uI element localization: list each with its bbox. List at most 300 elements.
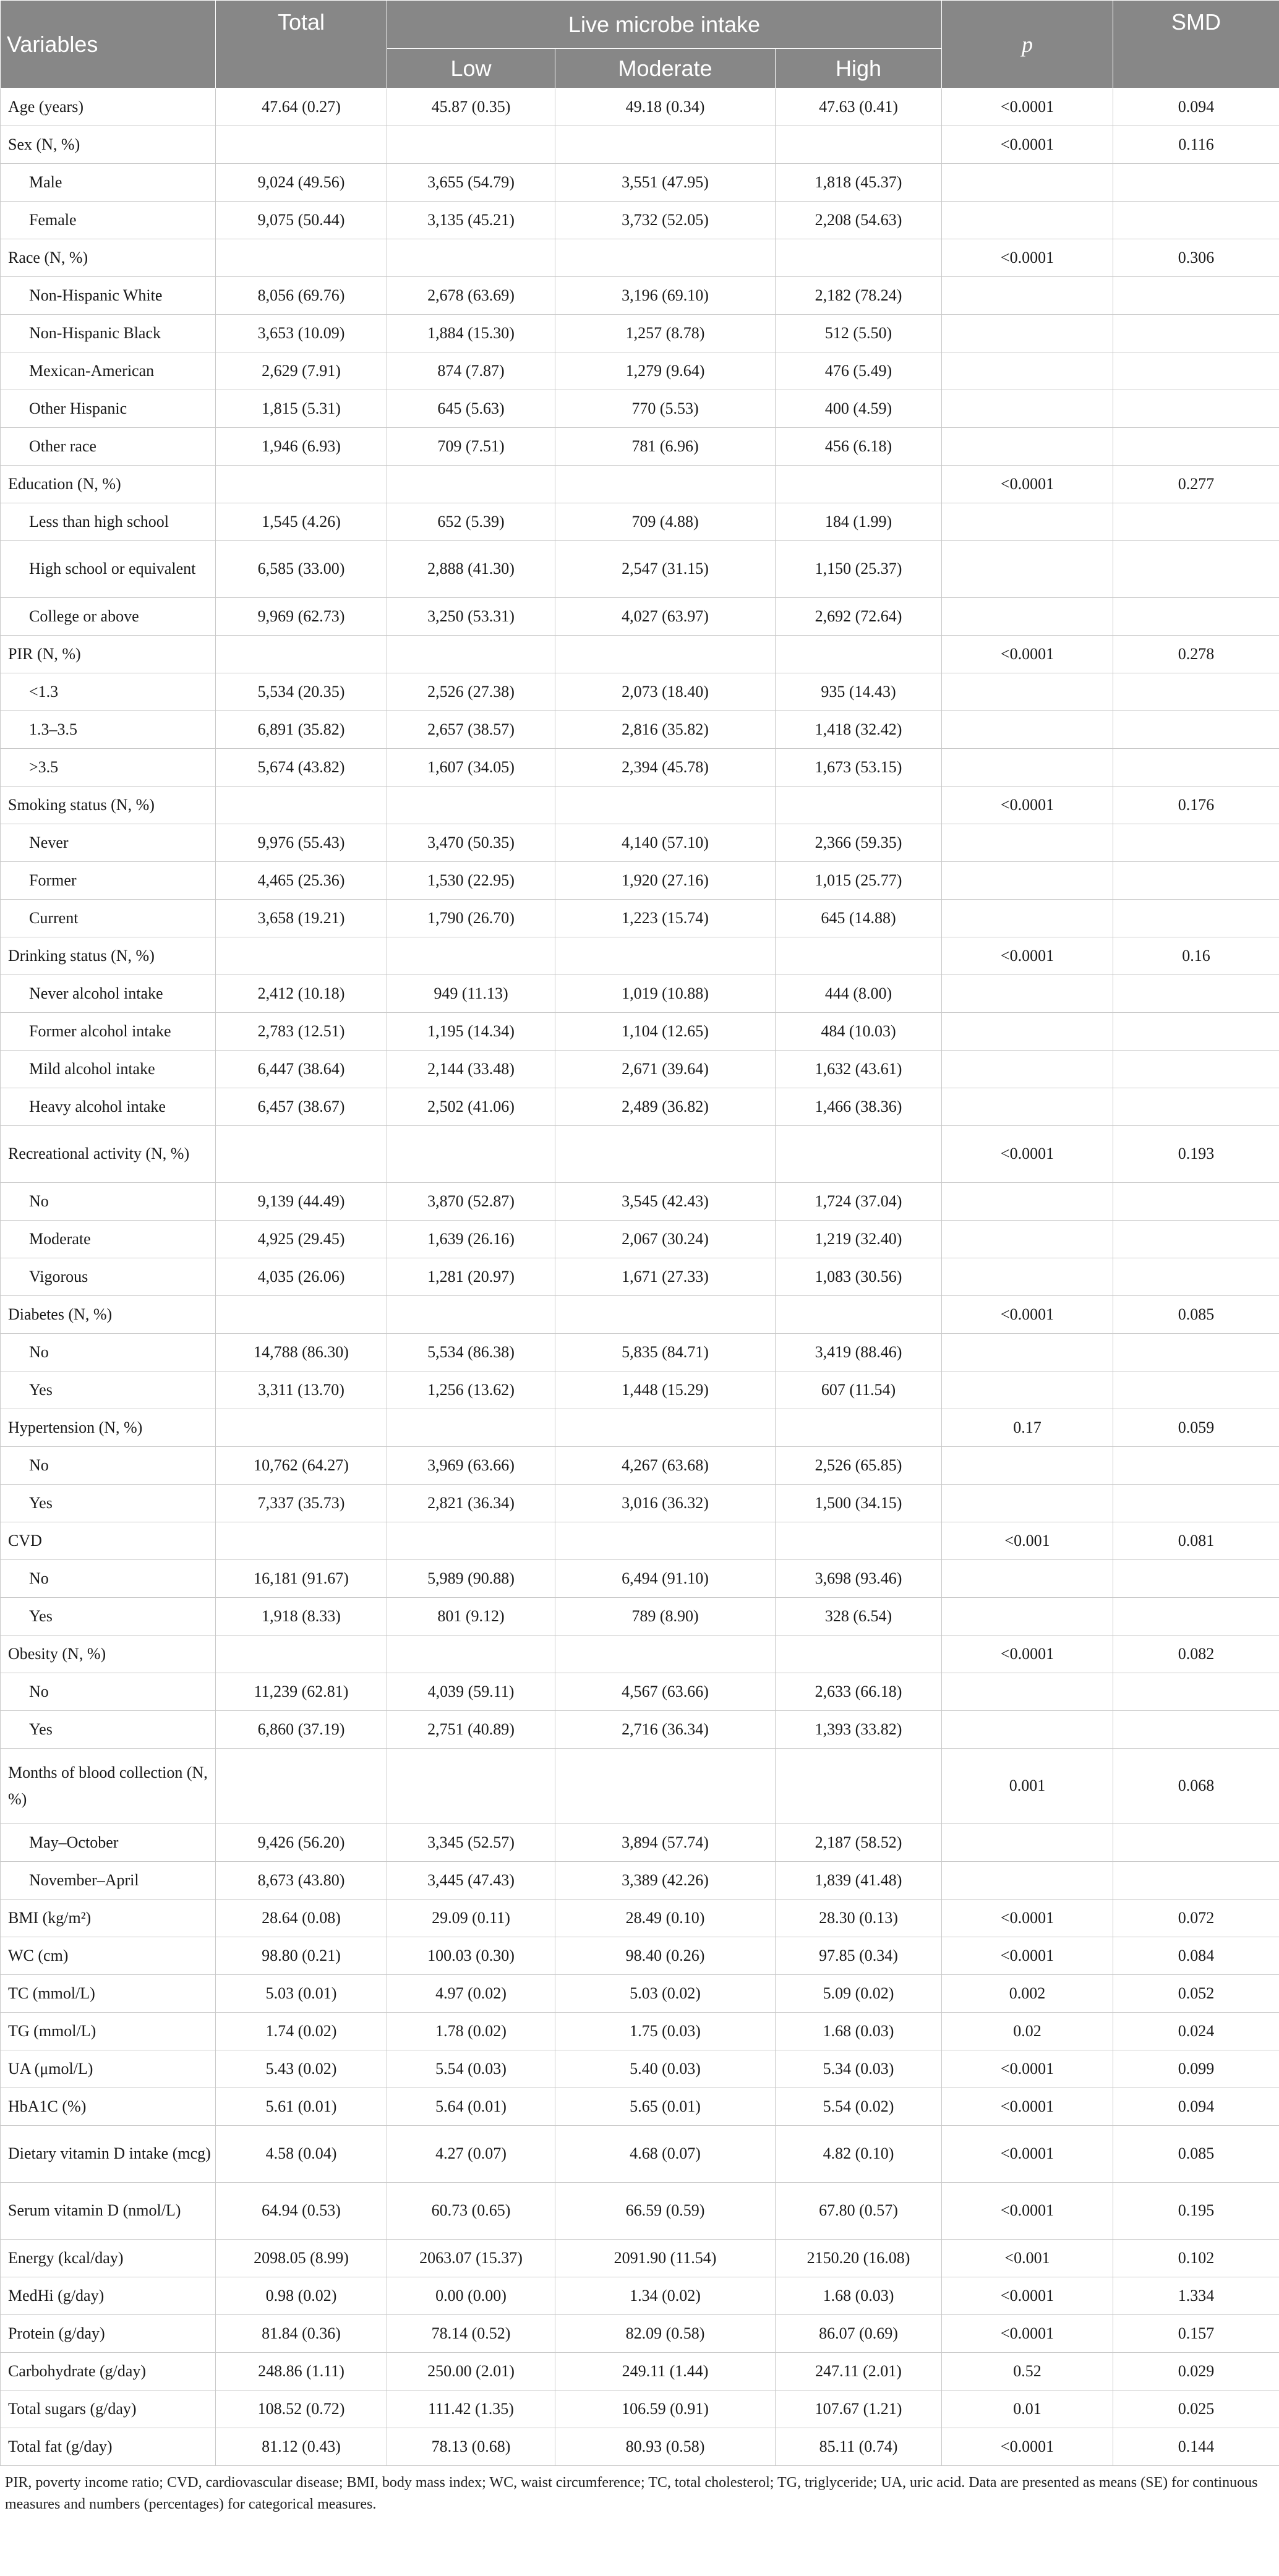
cell-smd xyxy=(1113,711,1279,749)
cell-moderate xyxy=(555,636,776,673)
cell-moderate: 3,016 (36.32) xyxy=(555,1485,776,1522)
cell-p-value xyxy=(942,598,1113,636)
row-label: Recreational activity (N, %) xyxy=(1,1126,216,1183)
cell-smd xyxy=(1113,1673,1279,1711)
cell-p-value xyxy=(942,1447,1113,1485)
cell-smd xyxy=(1113,277,1279,315)
cell-high: 1,150 (25.37) xyxy=(776,541,942,598)
cell-low: 78.13 (0.68) xyxy=(387,2428,555,2466)
cell-high: 2,692 (72.64) xyxy=(776,598,942,636)
row-label: Carbohydrate (g/day) xyxy=(1,2353,216,2390)
cell-moderate: 2,067 (30.24) xyxy=(555,1221,776,1258)
cell-low: 3,969 (63.66) xyxy=(387,1447,555,1485)
cell-p-value: <0.0001 xyxy=(942,239,1113,277)
row-label: Hypertension (N, %) xyxy=(1,1409,216,1447)
row-label: May–October xyxy=(1,1824,216,1862)
cell-low xyxy=(387,937,555,975)
cell-total: 2,783 (12.51) xyxy=(216,1013,387,1051)
cell-smd xyxy=(1113,503,1279,541)
table-row xyxy=(1,937,1279,975)
cell-smd xyxy=(1113,673,1279,711)
cell-low: 5.54 (0.03) xyxy=(387,2050,555,2088)
cell-low xyxy=(387,1296,555,1334)
row-label: November–April xyxy=(1,1862,216,1900)
cell-smd xyxy=(1113,1013,1279,1051)
cell-low: 3,445 (47.43) xyxy=(387,1862,555,1900)
header-total: Total xyxy=(216,1,387,88)
table-row xyxy=(1,2390,1279,2428)
cell-smd xyxy=(1113,315,1279,352)
table-row xyxy=(1,1824,1279,1862)
cell-total: 1,545 (4.26) xyxy=(216,503,387,541)
header-smd: SMD xyxy=(1113,1,1279,88)
row-label: Current xyxy=(1,900,216,937)
cell-moderate: 1,671 (27.33) xyxy=(555,1258,776,1296)
cell-low: 3,655 (54.79) xyxy=(387,164,555,202)
table-row xyxy=(1,1126,1279,1183)
table-row xyxy=(1,164,1279,202)
cell-total: 1.74 (0.02) xyxy=(216,2013,387,2050)
cell-total: 3,653 (10.09) xyxy=(216,315,387,352)
table-row xyxy=(1,239,1279,277)
row-label: College or above xyxy=(1,598,216,636)
cell-low: 3,135 (45.21) xyxy=(387,202,555,239)
cell-smd: 0.193 xyxy=(1113,1126,1279,1183)
cell-moderate: 1,104 (12.65) xyxy=(555,1013,776,1051)
cell-total: 9,024 (49.56) xyxy=(216,164,387,202)
cell-smd: 0.085 xyxy=(1113,2126,1279,2183)
row-label: Yes xyxy=(1,1485,216,1522)
cell-high xyxy=(776,1409,942,1447)
cell-p-value xyxy=(942,428,1113,466)
cell-moderate: 1.34 (0.02) xyxy=(555,2277,776,2315)
cell-moderate: 1,920 (27.16) xyxy=(555,862,776,900)
cell-moderate: 1,019 (10.88) xyxy=(555,975,776,1013)
row-label: Yes xyxy=(1,1598,216,1636)
table-row xyxy=(1,975,1279,1013)
table-row xyxy=(1,2353,1279,2390)
cell-p-value xyxy=(942,1371,1113,1409)
cell-high xyxy=(776,1749,942,1824)
cell-high: 67.80 (0.57) xyxy=(776,2183,942,2240)
header-high: High xyxy=(776,49,942,88)
cell-total xyxy=(216,636,387,673)
cell-high: 3,698 (93.46) xyxy=(776,1560,942,1598)
cell-p-value: <0.0001 xyxy=(942,126,1113,164)
cell-low: 801 (9.12) xyxy=(387,1598,555,1636)
table-footnote: PIR, poverty income ratio; CVD, cardiovascular disease; BMI, body mass index; WC, waist circumference; TC, total cholesterol; TG, triglyceride; UA, uric acid. Data are presented as means (SE) for continuous measures and numbers (percentages) for categorical measures. xyxy=(5,2475,1258,2512)
row-label: Yes xyxy=(1,1711,216,1749)
table-row xyxy=(1,1258,1279,1296)
cell-high: 2,633 (66.18) xyxy=(776,1673,942,1711)
cell-total: 1,815 (5.31) xyxy=(216,390,387,428)
cell-total: 64.94 (0.53) xyxy=(216,2183,387,2240)
cell-p-value: <0.0001 xyxy=(942,1126,1113,1183)
cell-p-value: 0.001 xyxy=(942,1749,1113,1824)
table-row xyxy=(1,824,1279,862)
header-variables: Variables xyxy=(1,1,216,88)
cell-low: 5,989 (90.88) xyxy=(387,1560,555,1598)
cell-smd xyxy=(1113,824,1279,862)
cell-moderate: 2,489 (36.82) xyxy=(555,1088,776,1126)
cell-moderate: 3,196 (69.10) xyxy=(555,277,776,315)
cell-total: 6,585 (33.00) xyxy=(216,541,387,598)
cell-low: 1,281 (20.97) xyxy=(387,1258,555,1296)
cell-total: 7,337 (35.73) xyxy=(216,1485,387,1522)
cell-low: 3,470 (50.35) xyxy=(387,824,555,862)
row-label: MedHi (g/day) xyxy=(1,2277,216,2315)
cell-p-value xyxy=(942,164,1113,202)
cell-smd: 0.278 xyxy=(1113,636,1279,673)
cell-low xyxy=(387,1636,555,1673)
cell-total: 6,447 (38.64) xyxy=(216,1051,387,1088)
cell-moderate xyxy=(555,126,776,164)
cell-smd: 0.102 xyxy=(1113,2240,1279,2277)
header-low: Low xyxy=(387,49,555,88)
cell-total: 1,946 (6.93) xyxy=(216,428,387,466)
cell-smd: 0.025 xyxy=(1113,2390,1279,2428)
table-row xyxy=(1,1598,1279,1636)
cell-total xyxy=(216,1409,387,1447)
cell-low: 250.00 (2.01) xyxy=(387,2353,555,2390)
cell-smd: 1.334 xyxy=(1113,2277,1279,2315)
cell-moderate: 4,267 (63.68) xyxy=(555,1447,776,1485)
cell-p-value xyxy=(942,1258,1113,1296)
cell-total: 5,534 (20.35) xyxy=(216,673,387,711)
cell-high: 1,724 (37.04) xyxy=(776,1183,942,1221)
cell-smd xyxy=(1113,1334,1279,1371)
cell-high xyxy=(776,1126,942,1183)
cell-total xyxy=(216,1636,387,1673)
cell-moderate: 4,027 (63.97) xyxy=(555,598,776,636)
cell-smd xyxy=(1113,1862,1279,1900)
cell-low: 2,526 (27.38) xyxy=(387,673,555,711)
cell-high: 1,818 (45.37) xyxy=(776,164,942,202)
cell-high: 456 (6.18) xyxy=(776,428,942,466)
row-label: Education (N, %) xyxy=(1,466,216,503)
cell-high: 400 (4.59) xyxy=(776,390,942,428)
cell-high: 2,208 (54.63) xyxy=(776,202,942,239)
cell-p-value xyxy=(942,824,1113,862)
cell-high: 1.68 (0.03) xyxy=(776,2277,942,2315)
table-row xyxy=(1,1862,1279,1900)
cell-smd xyxy=(1113,1711,1279,1749)
cell-smd xyxy=(1113,1088,1279,1126)
cell-high: 512 (5.50) xyxy=(776,315,942,352)
row-label: Non-Hispanic White xyxy=(1,277,216,315)
cell-smd: 0.059 xyxy=(1113,1409,1279,1447)
cell-moderate: 1,257 (8.78) xyxy=(555,315,776,352)
cell-smd xyxy=(1113,598,1279,636)
cell-high: 2,187 (58.52) xyxy=(776,1824,942,1862)
table-row xyxy=(1,1560,1279,1598)
cell-smd: 0.094 xyxy=(1113,2088,1279,2126)
row-label: UA (μmol/L) xyxy=(1,2050,216,2088)
cell-low xyxy=(387,1409,555,1447)
cell-smd xyxy=(1113,1371,1279,1409)
cell-total: 9,976 (55.43) xyxy=(216,824,387,862)
cell-moderate: 80.93 (0.58) xyxy=(555,2428,776,2466)
cell-low: 2,657 (38.57) xyxy=(387,711,555,749)
cell-low: 45.87 (0.35) xyxy=(387,88,555,126)
cell-total: 4,925 (29.45) xyxy=(216,1221,387,1258)
table-row xyxy=(1,1447,1279,1485)
row-label: No xyxy=(1,1334,216,1371)
cell-p-value: <0.001 xyxy=(942,1522,1113,1560)
row-label: Smoking status (N, %) xyxy=(1,787,216,824)
cell-high: 2,526 (65.85) xyxy=(776,1447,942,1485)
table-row xyxy=(1,1636,1279,1673)
cell-p-value: <0.0001 xyxy=(942,1636,1113,1673)
cell-moderate: 5,835 (84.71) xyxy=(555,1334,776,1371)
cell-total: 3,658 (19.21) xyxy=(216,900,387,937)
cell-total xyxy=(216,937,387,975)
row-label: Obesity (N, %) xyxy=(1,1636,216,1673)
cell-high: 645 (14.88) xyxy=(776,900,942,937)
cell-smd xyxy=(1113,1598,1279,1636)
cell-p-value xyxy=(942,541,1113,598)
row-label: No xyxy=(1,1183,216,1221)
cell-total: 6,457 (38.67) xyxy=(216,1088,387,1126)
cell-p-value xyxy=(942,1862,1113,1900)
header-p-value: p xyxy=(942,1,1113,88)
cell-low: 4.27 (0.07) xyxy=(387,2126,555,2183)
cell-high: 607 (11.54) xyxy=(776,1371,942,1409)
cell-total: 14,788 (86.30) xyxy=(216,1334,387,1371)
cell-p-value xyxy=(942,1183,1113,1221)
cell-high: 476 (5.49) xyxy=(776,352,942,390)
table-row xyxy=(1,1409,1279,1447)
table-row xyxy=(1,1673,1279,1711)
cell-smd xyxy=(1113,1447,1279,1485)
table-row xyxy=(1,1522,1279,1560)
cell-moderate xyxy=(555,239,776,277)
cell-smd: 0.099 xyxy=(1113,2050,1279,2088)
cell-moderate: 28.49 (0.10) xyxy=(555,1900,776,1937)
cell-moderate: 1,448 (15.29) xyxy=(555,1371,776,1409)
cell-total: 9,139 (44.49) xyxy=(216,1183,387,1221)
cell-moderate: 2,394 (45.78) xyxy=(555,749,776,787)
cell-high: 2,366 (59.35) xyxy=(776,824,942,862)
cell-smd: 0.072 xyxy=(1113,1900,1279,1937)
cell-high xyxy=(776,787,942,824)
cell-moderate: 3,389 (42.26) xyxy=(555,1862,776,1900)
cell-moderate: 789 (8.90) xyxy=(555,1598,776,1636)
cell-smd: 0.024 xyxy=(1113,2013,1279,2050)
cell-p-value xyxy=(942,315,1113,352)
cell-low: 2,678 (63.69) xyxy=(387,277,555,315)
cell-p-value: 0.01 xyxy=(942,2390,1113,2428)
table-row xyxy=(1,2277,1279,2315)
row-label: No xyxy=(1,1673,216,1711)
cell-total xyxy=(216,1126,387,1183)
cell-p-value xyxy=(942,1560,1113,1598)
cell-total xyxy=(216,1296,387,1334)
cell-high xyxy=(776,466,942,503)
cell-smd: 0.277 xyxy=(1113,466,1279,503)
row-label: High school or equivalent xyxy=(1,541,216,598)
cell-smd xyxy=(1113,164,1279,202)
cell-low: 709 (7.51) xyxy=(387,428,555,466)
cell-moderate: 4,140 (57.10) xyxy=(555,824,776,862)
cell-smd xyxy=(1113,862,1279,900)
cell-p-value: <0.0001 xyxy=(942,2088,1113,2126)
cell-total: 0.98 (0.02) xyxy=(216,2277,387,2315)
cell-high: 1,466 (38.36) xyxy=(776,1088,942,1126)
cell-high: 1,500 (34.15) xyxy=(776,1485,942,1522)
table-row xyxy=(1,1088,1279,1126)
cell-moderate: 98.40 (0.26) xyxy=(555,1937,776,1975)
table-row xyxy=(1,1296,1279,1334)
cell-smd: 0.195 xyxy=(1113,2183,1279,2240)
cell-low: 2,751 (40.89) xyxy=(387,1711,555,1749)
row-label: Race (N, %) xyxy=(1,239,216,277)
cell-moderate: 106.59 (0.91) xyxy=(555,2390,776,2428)
cell-low: 60.73 (0.65) xyxy=(387,2183,555,2240)
cell-p-value: <0.0001 xyxy=(942,787,1113,824)
cell-low: 1,530 (22.95) xyxy=(387,862,555,900)
cell-low: 1,639 (26.16) xyxy=(387,1221,555,1258)
cell-p-value: <0.0001 xyxy=(942,1296,1113,1334)
cell-moderate: 6,494 (91.10) xyxy=(555,1560,776,1598)
cell-high: 1,673 (53.15) xyxy=(776,749,942,787)
cell-moderate: 3,545 (42.43) xyxy=(555,1183,776,1221)
cell-smd xyxy=(1113,1560,1279,1598)
cell-total: 6,860 (37.19) xyxy=(216,1711,387,1749)
cell-p-value xyxy=(942,711,1113,749)
row-label: No xyxy=(1,1447,216,1485)
table-row xyxy=(1,88,1279,126)
cell-smd: 0.052 xyxy=(1113,1975,1279,2013)
cell-total: 9,969 (62.73) xyxy=(216,598,387,636)
table-row xyxy=(1,1183,1279,1221)
cell-smd xyxy=(1113,541,1279,598)
cell-p-value: <0.001 xyxy=(942,2240,1113,2277)
cell-high xyxy=(776,1522,942,1560)
cell-smd xyxy=(1113,1183,1279,1221)
cell-p-value xyxy=(942,1088,1113,1126)
table-row xyxy=(1,598,1279,636)
cell-low: 1.78 (0.02) xyxy=(387,2013,555,2050)
cell-low xyxy=(387,787,555,824)
cell-smd: 0.029 xyxy=(1113,2353,1279,2390)
cell-high xyxy=(776,1296,942,1334)
cell-smd xyxy=(1113,1221,1279,1258)
cell-p-value xyxy=(942,749,1113,787)
cell-p-value xyxy=(942,1673,1113,1711)
row-label: Other Hispanic xyxy=(1,390,216,428)
cell-high: 1,015 (25.77) xyxy=(776,862,942,900)
cell-high: 247.11 (2.01) xyxy=(776,2353,942,2390)
cell-low xyxy=(387,466,555,503)
cell-p-value xyxy=(942,390,1113,428)
table-row xyxy=(1,466,1279,503)
cell-p-value xyxy=(942,503,1113,541)
row-label: TG (mmol/L) xyxy=(1,2013,216,2050)
cell-p-value: <0.0001 xyxy=(942,2428,1113,2466)
cell-p-value: <0.0001 xyxy=(942,2315,1113,2353)
row-label: Drinking status (N, %) xyxy=(1,937,216,975)
cell-total: 10,762 (64.27) xyxy=(216,1447,387,1485)
cell-high: 935 (14.43) xyxy=(776,673,942,711)
cell-p-value: <0.0001 xyxy=(942,2183,1113,2240)
row-label: TC (mmol/L) xyxy=(1,1975,216,2013)
row-label: Former xyxy=(1,862,216,900)
cell-total: 5.43 (0.02) xyxy=(216,2050,387,2088)
cell-p-value xyxy=(942,277,1113,315)
cell-low: 0.00 (0.00) xyxy=(387,2277,555,2315)
cell-p-value xyxy=(942,202,1113,239)
cell-low: 2,821 (36.34) xyxy=(387,1485,555,1522)
cell-total: 4,035 (26.06) xyxy=(216,1258,387,1296)
row-label: Female xyxy=(1,202,216,239)
row-label: Non-Hispanic Black xyxy=(1,315,216,352)
table-row xyxy=(1,2315,1279,2353)
cell-moderate xyxy=(555,466,776,503)
cell-p-value: 0.002 xyxy=(942,1975,1113,2013)
cell-high: 1,632 (43.61) xyxy=(776,1051,942,1088)
cell-high: 184 (1.99) xyxy=(776,503,942,541)
cell-total: 2,629 (7.91) xyxy=(216,352,387,390)
row-label: Heavy alcohol intake xyxy=(1,1088,216,1126)
cell-total: 2,412 (10.18) xyxy=(216,975,387,1013)
row-label: CVD xyxy=(1,1522,216,1560)
cell-smd: 0.306 xyxy=(1113,239,1279,277)
row-label: Yes xyxy=(1,1371,216,1409)
cell-smd: 0.084 xyxy=(1113,1937,1279,1975)
row-label: Vigorous xyxy=(1,1258,216,1296)
cell-smd: 0.116 xyxy=(1113,126,1279,164)
cell-low xyxy=(387,1749,555,1824)
cell-moderate: 770 (5.53) xyxy=(555,390,776,428)
cell-smd xyxy=(1113,1051,1279,1088)
cell-moderate: 5.40 (0.03) xyxy=(555,2050,776,2088)
cell-total: 4.58 (0.04) xyxy=(216,2126,387,2183)
table-row xyxy=(1,390,1279,428)
cell-p-value xyxy=(942,1051,1113,1088)
cell-smd: 0.144 xyxy=(1113,2428,1279,2466)
table-row xyxy=(1,787,1279,824)
cell-total: 108.52 (0.72) xyxy=(216,2390,387,2428)
row-label: Mexican-American xyxy=(1,352,216,390)
cell-high xyxy=(776,126,942,164)
cell-smd xyxy=(1113,900,1279,937)
cell-p-value: <0.0001 xyxy=(942,636,1113,673)
cell-high: 107.67 (1.21) xyxy=(776,2390,942,2428)
row-label: <1.3 xyxy=(1,673,216,711)
table-row xyxy=(1,1485,1279,1522)
cell-p-value xyxy=(942,975,1113,1013)
cell-low: 2,888 (41.30) xyxy=(387,541,555,598)
cell-moderate: 2,547 (31.15) xyxy=(555,541,776,598)
cell-moderate: 4.68 (0.07) xyxy=(555,2126,776,2183)
cell-total: 8,056 (69.76) xyxy=(216,277,387,315)
table-row xyxy=(1,749,1279,787)
cell-low: 1,884 (15.30) xyxy=(387,315,555,352)
cell-moderate: 249.11 (1.44) xyxy=(555,2353,776,2390)
row-label: Age (years) xyxy=(1,88,216,126)
cell-low: 5.64 (0.01) xyxy=(387,2088,555,2126)
cell-high: 1,219 (32.40) xyxy=(776,1221,942,1258)
cell-p-value xyxy=(942,1711,1113,1749)
table-row xyxy=(1,1937,1279,1975)
cell-smd xyxy=(1113,1824,1279,1862)
cell-total xyxy=(216,1522,387,1560)
cell-p-value: 0.52 xyxy=(942,2353,1113,2390)
table-row xyxy=(1,1749,1279,1824)
cell-total: 81.12 (0.43) xyxy=(216,2428,387,2466)
row-label: Serum vitamin D (nmol/L) xyxy=(1,2183,216,2240)
